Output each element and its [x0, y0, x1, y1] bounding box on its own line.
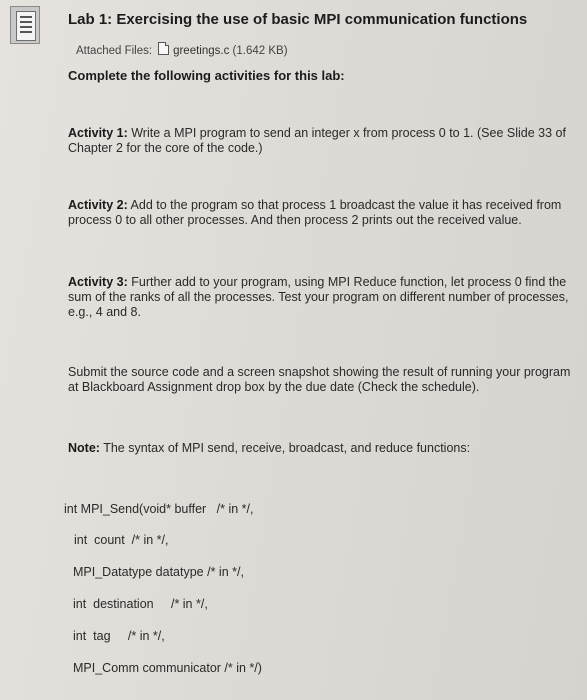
page-title: Lab 1: Exercising the use of basic MPI communication functions [68, 11, 528, 28]
note-label: Note: [68, 441, 100, 455]
activity-1 [68, 126, 573, 156]
activity-3-label: Activity 3: [68, 275, 128, 289]
attached-files-label: Attached Files: [76, 45, 153, 57]
activity-1-label: Activity 1: [68, 126, 128, 140]
submit-instructions: Submit the source code and a screen snapshot showing the result of running your program at Blackboard Assignment drop box by the due date (Check the schedule). [68, 365, 571, 394]
note-text: The syntax of MPI send, receive, broadcast, and reduce functions: [103, 441, 471, 455]
instructions-heading: Complete the following activities for this lab: [68, 68, 345, 83]
activity-2 [68, 198, 573, 228]
activity-3 [68, 275, 573, 320]
note [68, 441, 573, 456]
code-line: int count /* in */, [74, 533, 169, 547]
activity-1-text: Write a MPI program to send an integer x from process 0 to 1. (See Slide 33 of Chapter 2 for the core of the code.) [68, 126, 566, 155]
code-line: MPI_Comm communicator /* in */) [73, 661, 262, 675]
activity-2-text: Add to the program so that process 1 broadcast the value it has received from process 0 to all other processes. And then process 2 prints out the received value. [68, 198, 562, 227]
code-line: int destination /* in */, [73, 597, 208, 611]
attachment-link[interactable]: greetings.c [173, 45, 230, 57]
file-icon [158, 42, 169, 55]
activity-3-text: Further add to your program, using MPI Reduce function, let process 0 find the sum of the ranks of all the processes. Test your program on different number of processes, e.g., 4 and 8. [68, 275, 569, 319]
activity-2-label: Activity 2: [68, 198, 128, 212]
code-line: MPI_Datatype datatype /* in */, [73, 565, 244, 579]
code-line: int MPI_Send(void* buffer /* in */, [64, 502, 254, 516]
document-icon [10, 6, 40, 44]
attachment-size: (1.642 KB) [232, 45, 288, 57]
code-line: int tag /* in */, [73, 629, 165, 643]
attached-files [76, 42, 288, 57]
